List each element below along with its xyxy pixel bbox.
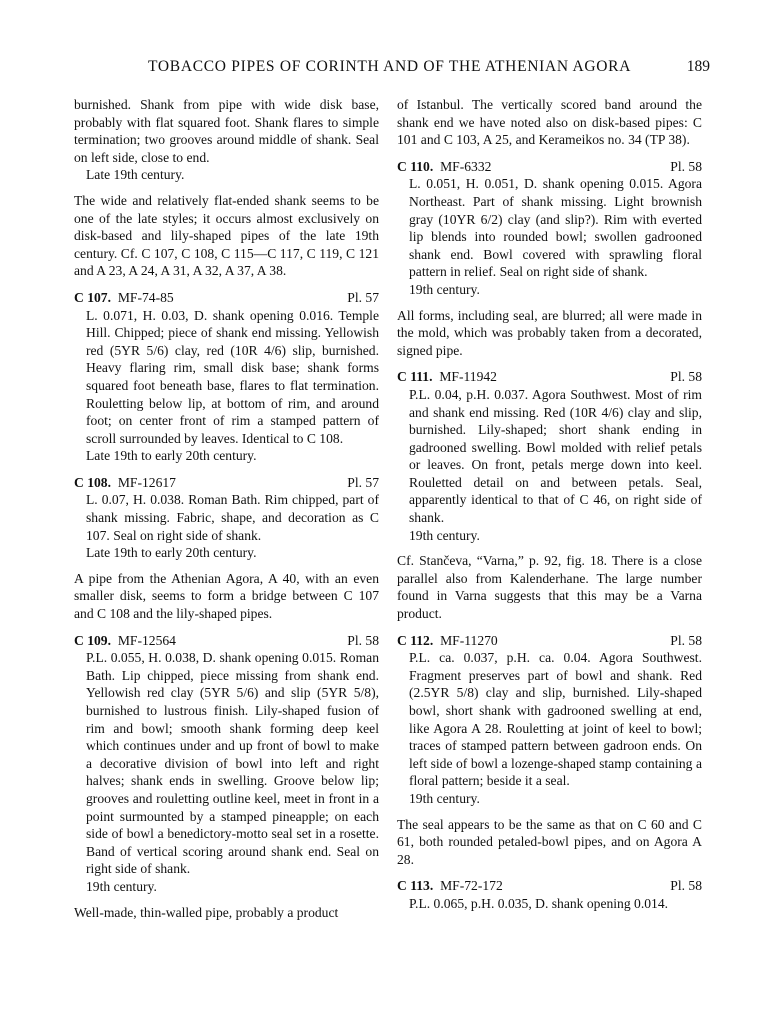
catalog-date: 19th century. xyxy=(409,527,480,543)
page-number: 189 xyxy=(686,58,710,75)
catalog-entry-heading-c107 xyxy=(74,289,379,307)
catalog-description: L. 0.07, H. 0.038. Roman Bath. Rim chipped, part of shank missing. Fabric, shape, and decoration as C 107. Seal on right side of shank. xyxy=(86,492,379,543)
continued-entry-date: Late 19th century. xyxy=(86,167,185,183)
catalog-description: L. 0.071, H. 0.03, D. shank opening 0.016. Temple Hill. Chipped; piece of shank end missing. Yellowish red (5YR 5/6) clay, red (10R 4/6) slip, burnished. Heavy flaring rim, small disk base; shank forms squared foot beneath base, flares to flat termination. Rouletting below lip, at bottom of rim, and around foot; on center front of rim a stamped pattern of scroll surrounded by leaves. Identical to C 108. xyxy=(86,307,379,446)
running-title: TOBACCO PIPES OF CORINTH AND OF THE ATHENIAN AGORA xyxy=(148,58,632,75)
catalog-id: C 110. xyxy=(397,158,434,174)
catalog-date: Late 19th to early 20th century. xyxy=(86,448,257,464)
commentary-paragraph: A pipe from the Athenian Agora, A 40, with an even smaller disk, seems to form a bridge between C 107 and C 108 and the lily-shaped pipes. xyxy=(74,570,379,622)
catalog-id: C 108. xyxy=(74,474,112,490)
catalog-id: C 109. xyxy=(74,632,112,648)
plate-ref: Pl. 57 xyxy=(347,289,379,305)
inventory-number: MF-72-172 xyxy=(440,878,503,894)
catalog-description: P.L. 0.055, H. 0.038, D. shank opening 0.015. Roman Bath. Lip chipped, piece missing from shank end. Yellowish red clay (5YR 5/6) and slip (5YR 5/8), burnished to lustrous finish. Lily-shaped fusion of rim and bowl; smooth shank forming deep keel which continues under and up front of bowl to make a decorative division of bowl into left and right halves; shank ends in swelling. Groove below lip; grooves and rouletting outline keel, meet in front in a point surmounted by a stamped pineapple; on each side of bowl a benedictory-motto seal set in a rosette. Band of vertical scoring around shank end. Seal on right side of shank. xyxy=(86,650,379,877)
inventory-number: MF-11270 xyxy=(440,632,498,648)
inventory-number: MF-6332 xyxy=(440,158,492,174)
catalog-description: P.L. 0.065, p.H. 0.035, D. shank opening 0.014. xyxy=(409,895,669,911)
inventory-number: MF-11942 xyxy=(439,369,497,385)
right-column xyxy=(397,96,702,913)
commentary-paragraph: Cf. Stančeva, “Varna,” p. 92, fig. 18. There is a close parallel also from Kalenderhane. The large number found in Varna suggests that this may be a Varna product. xyxy=(397,553,702,622)
catalog-entry-heading-c109 xyxy=(74,632,379,650)
catalog-entry-heading-c108 xyxy=(74,474,379,492)
catalog-id: C 107. xyxy=(74,289,112,305)
catalog-id: C 112. xyxy=(397,632,434,648)
commentary-paragraph: The seal appears to be the same as that on C 60 and C 61, both rounded petaled-bowl pipes, and on Agora A 28. xyxy=(397,816,702,867)
commentary-paragraph: The wide and relatively flat-ended shank seems to be one of the late styles; it occurs almost exclusively on disk-based and lily-shaped pipes of the late 19th century. Cf. C 107, C 108, C 115—C 117, C 119, C 121 and A 23, A 24, A 31, A 32, A 37, A 38. xyxy=(74,192,379,279)
running-header xyxy=(70,58,710,80)
plate-ref: Pl. 58 xyxy=(347,632,379,648)
commentary-paragraph: All forms, including seal, are blurred; all were made in the mold, which was probably taken from a decorated, signed pipe. xyxy=(397,307,702,358)
plate-ref: Pl. 57 xyxy=(347,474,379,490)
inventory-number: MF-12617 xyxy=(117,474,176,490)
catalog-id: C 113. xyxy=(397,878,434,894)
catalog-description: P.L. 0.04, p.H. 0.037. Agora Southwest. Most of rim and shank end missing. Red (10R 4/6) clay and slip, burnished. Lily-shaped; short shank ending in gadrooned swelling. Bowl molded with relief petals or leaves. On front, petals merge down into keel. Rouletted detail on and between petals. Seal, apparently identical to that of C 46, on right side of shank. xyxy=(409,386,702,526)
catalog-description: L. 0.051, H. 0.051, D. shank opening 0.015. Agora Northeast. Part of shank missing. Light brownish gray (10YR 6/2) clay (and slip?). Rim with everted lip blends into rounded bowl; swollen gadrooned shank end. Bowl covered with sprawling floral pattern in relief. Seal on right side of shank. xyxy=(409,176,702,280)
catalog-date: 19th century. xyxy=(409,790,480,806)
catalog-date: 19th century. xyxy=(86,878,157,894)
inventory-number: MF-74-85 xyxy=(117,289,174,305)
catalog-description: P.L. ca. 0.037, p.H. ca. 0.04. Agora Southwest. Fragment preserves part of bowl and shank. Red (2.5YR 5/8) clay and slip, burnished. Lily-shaped bowl, short shank with gadrooned swelling at end, like Agora A 28. Rouletting at joint of keel to bowl; traces of stamped pattern between gadroon ends. On left side of bowl a lozenge-shaped stamp containing a floral pattern; beside it a seal. xyxy=(409,650,702,789)
inventory-number: MF-12564 xyxy=(117,632,176,648)
catalog-entry-heading-c111 xyxy=(397,368,702,386)
plate-ref: Pl. 58 xyxy=(670,158,702,174)
catalog-id: C 111. xyxy=(397,369,433,385)
catalog-entry-heading-c113 xyxy=(397,877,702,895)
catalog-entry-heading-c112 xyxy=(397,632,702,650)
continued-paragraph: of Istanbul. The vertically scored band around the shank end we have noted also on disk-based pipes: C 101 and C 103, A 25, and Kerameikos no. 34 (TP 38). xyxy=(397,97,702,148)
catalog-date: 19th century. xyxy=(409,281,480,297)
plate-ref: Pl. 58 xyxy=(670,369,702,385)
plate-ref: Pl. 58 xyxy=(670,878,702,894)
catalog-date: Late 19th to early 20th century. xyxy=(86,545,257,561)
plate-ref: Pl. 58 xyxy=(670,632,702,648)
catalog-entry-heading-c110 xyxy=(397,158,702,176)
continued-entry-text: burnished. Shank from pipe with wide disk base, probably with flat squared foot. Shank flares to simple termination; two grooves around middle of shank. Seal on left side, close to end. xyxy=(74,97,379,165)
commentary-paragraph: Well-made, thin-walled pipe, probably a product xyxy=(74,904,339,920)
left-column xyxy=(74,96,379,921)
